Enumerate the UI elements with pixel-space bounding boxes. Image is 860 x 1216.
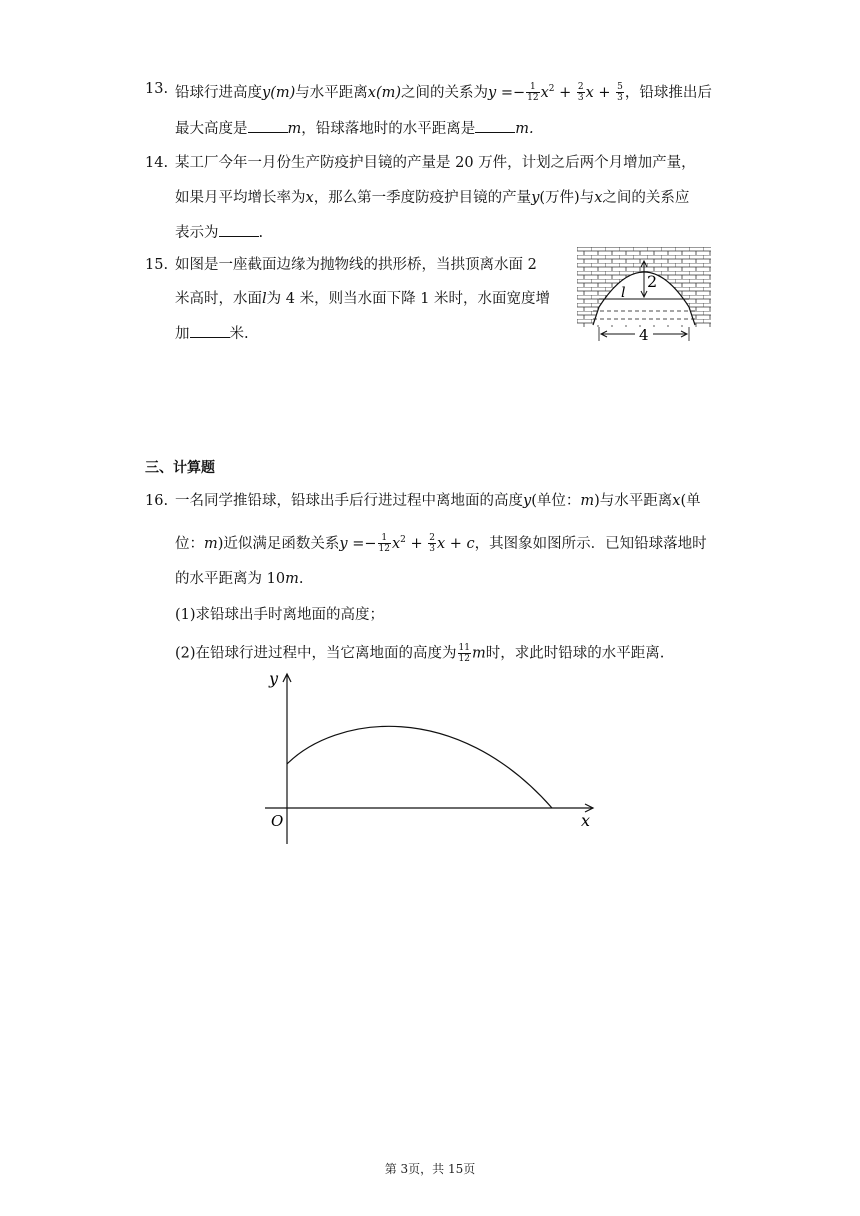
origin-label: O	[271, 812, 284, 830]
q15-line3: 加 米.	[175, 323, 249, 344]
section-heading: 三、计算题	[145, 460, 215, 476]
q16-part1: (1)求铅球出手时离地面的高度；	[175, 607, 385, 623]
q16-line1: 一名同学推铅球，铅球出手后行进过程中离地面的高度y(单位：m)与水平距离x(单	[175, 493, 701, 509]
answer-blank	[248, 118, 288, 133]
q16-part2: (2)在铅球行进过程中，当它离地面的高度为 $\frac{11}{12}$ m时，求此时铅球的水平距离.	[175, 643, 665, 664]
answer-blank	[475, 118, 515, 133]
q14-number: 14.	[145, 155, 169, 171]
q13-line1: 铅球行进高度y(m)与水平距离x(m)之间的关系为y =− $\frac{1}{12}$ $x^2$ + $\frac{2}{3}$ x + $\frac{5}{3}$ ，铅球推出后	[175, 82, 712, 104]
q15-line1: 如图是一座截面边缘为抛物线的拱形桥，当拱顶离水面 2	[175, 257, 537, 273]
q13-number: 13.	[145, 81, 169, 97]
parabola-curve	[287, 726, 552, 808]
l-label: l	[621, 285, 626, 301]
q16-number: 16.	[145, 493, 169, 509]
q13-line2: 最大高度是 m，铅球落地时的水平距离是 m.	[175, 118, 534, 139]
x-axis-label: x	[581, 811, 591, 830]
q14-line3: 表示为 .	[175, 222, 263, 243]
arch-bridge-figure	[577, 247, 711, 343]
height-label: 2	[647, 272, 658, 291]
q14-line2: 如果月平均增长率为x，那么第一季度防疫护目镜的产量y(万件)与x之间的关系应	[175, 190, 690, 206]
page-footer: 第 3页，共 15页	[384, 1162, 476, 1176]
q16-line3: 的水平距离为 10m.	[175, 571, 304, 587]
q15-line2: 米高时，水面l为 4 米，则当水面下降 1 米时，水面宽度增	[175, 291, 551, 307]
width-label: 4	[639, 326, 649, 343]
shot-put-graph	[255, 668, 600, 848]
y-axis-label: y	[269, 669, 279, 688]
q15-number: 15.	[145, 257, 169, 273]
q16-line2: 位：m)近似满足函数关系y =− $\frac{1}{12}$ $x^2$ + $\frac{2}{3}$ x + c，其图象如图所示．已知铅球落地时	[175, 533, 707, 555]
answer-blank	[219, 222, 259, 237]
answer-blank	[190, 323, 230, 338]
q14-line1: 某工厂今年一月份生产防疫护目镜的产量是 20 万件，计划之后两个月增加产量，	[175, 155, 696, 171]
